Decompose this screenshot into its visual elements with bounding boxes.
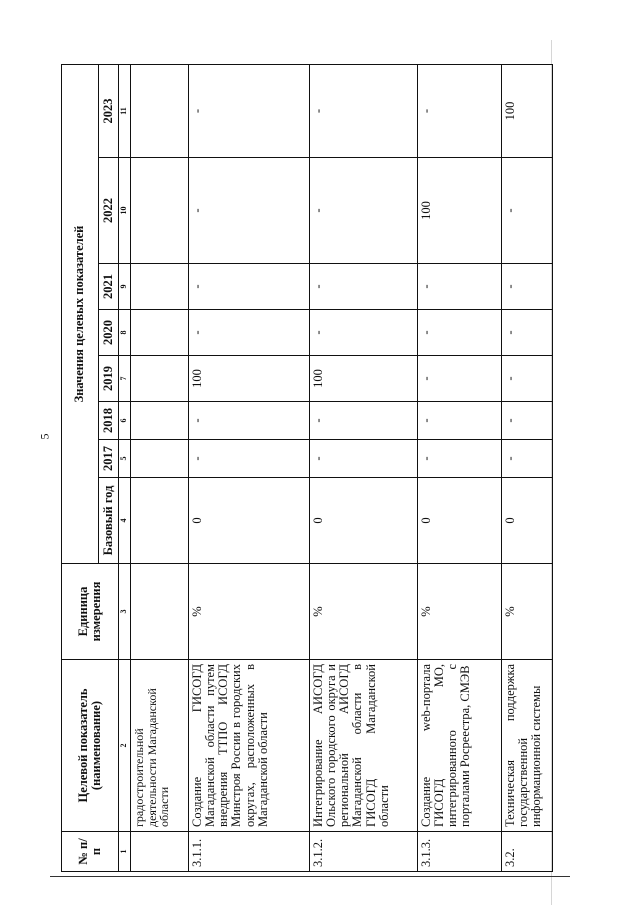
header-year: 2023 bbox=[99, 64, 119, 157]
row-value-2021: - bbox=[418, 264, 502, 310]
rotated-table-wrapper bbox=[61, 65, 552, 872]
row-unit bbox=[131, 564, 189, 660]
row-indicator-name: Создание ГИСОГД Магаданской области путем внедрения ТТПО ИСОГД Минстроя России в городских округах, расположенных в Магаданской области bbox=[189, 660, 310, 832]
column-number: 5 bbox=[119, 440, 131, 478]
row-value-2018: - bbox=[310, 402, 418, 440]
row-value-2023: - bbox=[418, 64, 502, 157]
header-unit: Единица измерения bbox=[62, 564, 119, 660]
row-unit: % bbox=[502, 564, 553, 660]
row-index bbox=[131, 832, 189, 872]
row-value-2017: - bbox=[189, 440, 310, 478]
row-value-2021: - bbox=[502, 264, 553, 310]
row-value-2018: - bbox=[502, 402, 553, 440]
page-number: 5 bbox=[37, 433, 52, 440]
row-value-2019: 100 bbox=[310, 356, 418, 402]
column-number: 3 bbox=[119, 564, 131, 660]
header-year: 2020 bbox=[99, 310, 119, 356]
column-number: 9 bbox=[119, 264, 131, 310]
column-number: 4 bbox=[119, 478, 131, 564]
row-unit: % bbox=[418, 564, 502, 660]
column-number: 2 bbox=[119, 660, 131, 832]
row-index: 3.1.3. bbox=[418, 832, 502, 872]
header-year: 2019 bbox=[99, 356, 119, 402]
row-index: 3.1.2. bbox=[310, 832, 418, 872]
row-value-2017: - bbox=[310, 440, 418, 478]
column-number: 11 bbox=[119, 64, 131, 157]
row-value-2017 bbox=[131, 440, 189, 478]
row-value-2023: 100 bbox=[502, 64, 553, 157]
header-index: № п/п bbox=[62, 832, 119, 872]
header-year: 2017 bbox=[99, 440, 119, 478]
row-value-2020 bbox=[131, 310, 189, 356]
column-number: 6 bbox=[119, 402, 131, 440]
row-value-2017: - bbox=[502, 440, 553, 478]
table-row bbox=[189, 64, 310, 871]
row-value-2017: - bbox=[418, 440, 502, 478]
row-base-value: 0 bbox=[189, 478, 310, 564]
row-index: 3.1.1. bbox=[189, 832, 310, 872]
table-row bbox=[310, 64, 418, 871]
table-row bbox=[502, 64, 553, 871]
header-indicator: Целевой показатель (наименование) bbox=[62, 660, 119, 832]
row-value-2020: - bbox=[189, 310, 310, 356]
row-value-2019: - bbox=[502, 356, 553, 402]
row-base-value: 0 bbox=[502, 478, 553, 564]
table-area bbox=[61, 65, 552, 872]
row-value-2021 bbox=[131, 264, 189, 310]
row-value-2020: - bbox=[502, 310, 553, 356]
table-row bbox=[418, 64, 502, 871]
column-number: 1 bbox=[119, 832, 131, 872]
row-indicator-name: Создание web-портала ГИСОГД МО, интегрированного с порталами Росреестра, СМЭВ bbox=[418, 660, 502, 832]
row-value-2022: - bbox=[189, 158, 310, 264]
column-number: 10 bbox=[119, 158, 131, 264]
row-base-value bbox=[131, 478, 189, 564]
row-base-value: 0 bbox=[418, 478, 502, 564]
row-value-2020: - bbox=[310, 310, 418, 356]
column-number: 7 bbox=[119, 356, 131, 402]
row-unit: % bbox=[310, 564, 418, 660]
row-value-2018: - bbox=[189, 402, 310, 440]
row-value-2022: - bbox=[502, 158, 553, 264]
row-value-2019 bbox=[131, 356, 189, 402]
row-indicator-name: градостроительной деятельности Магаданской области bbox=[131, 660, 189, 832]
row-value-2022: 100 bbox=[418, 158, 502, 264]
target-indicators-table bbox=[61, 64, 553, 872]
row-value-2019: 100 bbox=[189, 356, 310, 402]
header-year: 2022 bbox=[99, 158, 119, 264]
row-value-2023: - bbox=[310, 64, 418, 157]
row-value-2021: - bbox=[310, 264, 418, 310]
header-values-group: Значения целевых показателей bbox=[62, 64, 99, 563]
scan-bottom-line bbox=[50, 876, 570, 877]
row-index: 3.2. bbox=[502, 832, 553, 872]
row-value-2020: - bbox=[418, 310, 502, 356]
row-indicator-name: Интегрирование АИСОГД Ольского городского округа и региональной АИСОГД Магаданской области в ГИСОГД Магаданской области bbox=[310, 660, 418, 832]
row-value-2021: - bbox=[189, 264, 310, 310]
row-unit: % bbox=[189, 564, 310, 660]
header-year: 2018 bbox=[99, 402, 119, 440]
row-value-2023: - bbox=[189, 64, 310, 157]
row-indicator-name: Техническая поддержка государственной информационной системы bbox=[502, 660, 553, 832]
row-value-2022 bbox=[131, 158, 189, 264]
column-number: 8 bbox=[119, 310, 131, 356]
table-row bbox=[131, 64, 189, 871]
row-value-2022: - bbox=[310, 158, 418, 264]
header-year: 2021 bbox=[99, 264, 119, 310]
row-value-2019: - bbox=[418, 356, 502, 402]
row-value-2023 bbox=[131, 64, 189, 157]
row-value-2018: - bbox=[418, 402, 502, 440]
row-value-2018 bbox=[131, 402, 189, 440]
header-base-year: Базовый год bbox=[99, 478, 119, 564]
row-base-value: 0 bbox=[310, 478, 418, 564]
